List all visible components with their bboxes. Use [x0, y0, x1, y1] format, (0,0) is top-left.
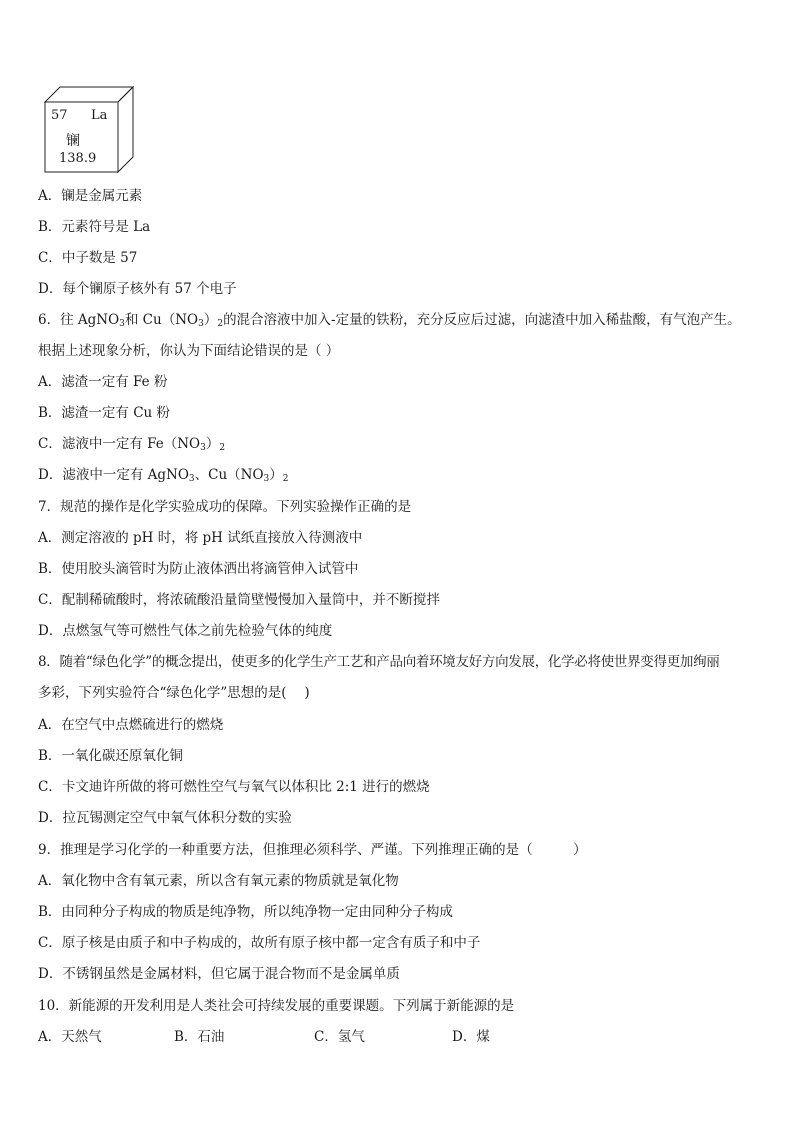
subscript: 3 [200, 443, 206, 453]
q9-option-c: C．原子核是由质子和中子构成的，故所有原子核中都一定含有质子和中子 [38, 935, 481, 951]
q8-stem-line1: 8．随着“绿色化学”的概念提出，使更多的化学生产工艺和产品向着环境友好方向发展，化学必将使世界变得更加绚丽 [38, 654, 720, 670]
atomic-mass: 138.9 [59, 151, 97, 166]
q6-option-a: A．滤渣一定有 Fe 粉 [38, 374, 168, 390]
q9-option-d: D．不锈钢虽然是金属材料，但它属于混合物而不是金属单质 [38, 966, 400, 982]
subscript: 3 [188, 474, 195, 484]
q5-option-b: B．元素符号是 La [38, 219, 151, 235]
q10-option-b: B．石油 [174, 1029, 225, 1045]
element-name: 镧 [66, 133, 80, 149]
subscript: 3 [263, 474, 270, 484]
q6-option-c-text: C．滤液中一定有 Fe（NO [38, 436, 201, 452]
q6-stem-text: ） [203, 312, 218, 328]
q10-option-d: D．煤 [452, 1029, 490, 1045]
q5-option-d: D．每个镧原子核外有 57 个电子 [38, 281, 237, 297]
q5-option-a: A．镧是金属元素 [38, 188, 143, 204]
q7-option-c: C．配制稀硫酸时，将浓硫酸沿量筒壁慢慢加入量筒中，并不断搅拌 [38, 592, 440, 608]
q5-option-c: C．中子数是 57 [38, 250, 138, 266]
q6-stem-text: 和 Cu（NO [124, 312, 199, 328]
subscript: 2 [217, 319, 224, 329]
subscript: 3 [198, 319, 204, 329]
q7-option-b: B．使用胶头滴管时为防止液体洒出将滴管伸入试管中 [38, 561, 359, 577]
q6-option-d-text: ） [269, 467, 283, 483]
q6-stem-text: 的混合溶液中加入-定量的铁粉，充分反应后过滤，向滤渣中加入稀盐酸，有气泡产生。 [223, 312, 741, 328]
q10-options-row [38, 1028, 764, 1046]
q9-option-b: B．由同种分子构成的物质是纯净物，所以纯净物一定由同种分子构成 [38, 904, 453, 920]
lanthanum-element-tile [44, 86, 134, 176]
q10-option-a: A．天然气 [38, 1029, 102, 1045]
q6-stem-line1 [38, 311, 764, 333]
q6-option-b: B．滤渣一定有 Cu 粉 [38, 405, 171, 421]
q6-stem-text: 6．往 AgNO [38, 312, 120, 328]
subscript: 2 [219, 443, 226, 453]
q8-option-a: A．在空气中点燃硫进行的燃烧 [38, 717, 224, 733]
q6-option-d-text: D．滤液中一定有 AgNO [38, 467, 189, 483]
q9-stem: 9．推理是学习化学的一种重要方法，但推理必须科学、严谨。下列推理正确的是（ ） [38, 842, 587, 858]
element-symbol: La [91, 108, 108, 123]
q7-stem: 7．规范的操作是化学实验成功的保障。下列实验操作正确的是 [38, 499, 412, 515]
q7-option-d: D．点燃氢气等可燃性气体之前先检验气体的纯度 [38, 623, 333, 639]
q8-stem-line2: 多彩，下列实验符合“绿色化学”思想的是( ) [38, 685, 310, 701]
q10-stem: 10．新能源的开发利用是人类社会可持续发展的重要课题。下列属于新能源的是 [38, 998, 515, 1014]
q6-option-c-text: ） [205, 436, 220, 452]
q8-option-b: B．一氧化碳还原氧化铜 [38, 748, 183, 764]
q6-option-d-text: 、Cu（NO [194, 467, 264, 483]
subscript: 3 [119, 319, 125, 329]
q6-option-c [38, 435, 764, 457]
q8-option-c: C．卡文迪许所做的将可燃性空气与氧气以体积比 2:1 进行的燃烧 [38, 779, 430, 795]
q9-option-a: A．氧化物中含有氧元素，所以含有氧元素的物质就是氧化物 [38, 873, 399, 889]
q6-option-d [38, 466, 764, 488]
q8-option-d: D．拉瓦锡测定空气中氧气体积分数的实验 [38, 810, 292, 826]
subscript: 2 [282, 474, 289, 484]
q10-option-c: C．氢气 [314, 1029, 365, 1045]
atomic-number: 57 [51, 108, 68, 123]
q7-option-a: A．测定溶液的 pH 时，将 pH 试纸直接放入待测液中 [38, 530, 363, 546]
q6-stem-line2: 根据上述现象分析，你认为下面结论错误的是（ ） [38, 343, 340, 359]
